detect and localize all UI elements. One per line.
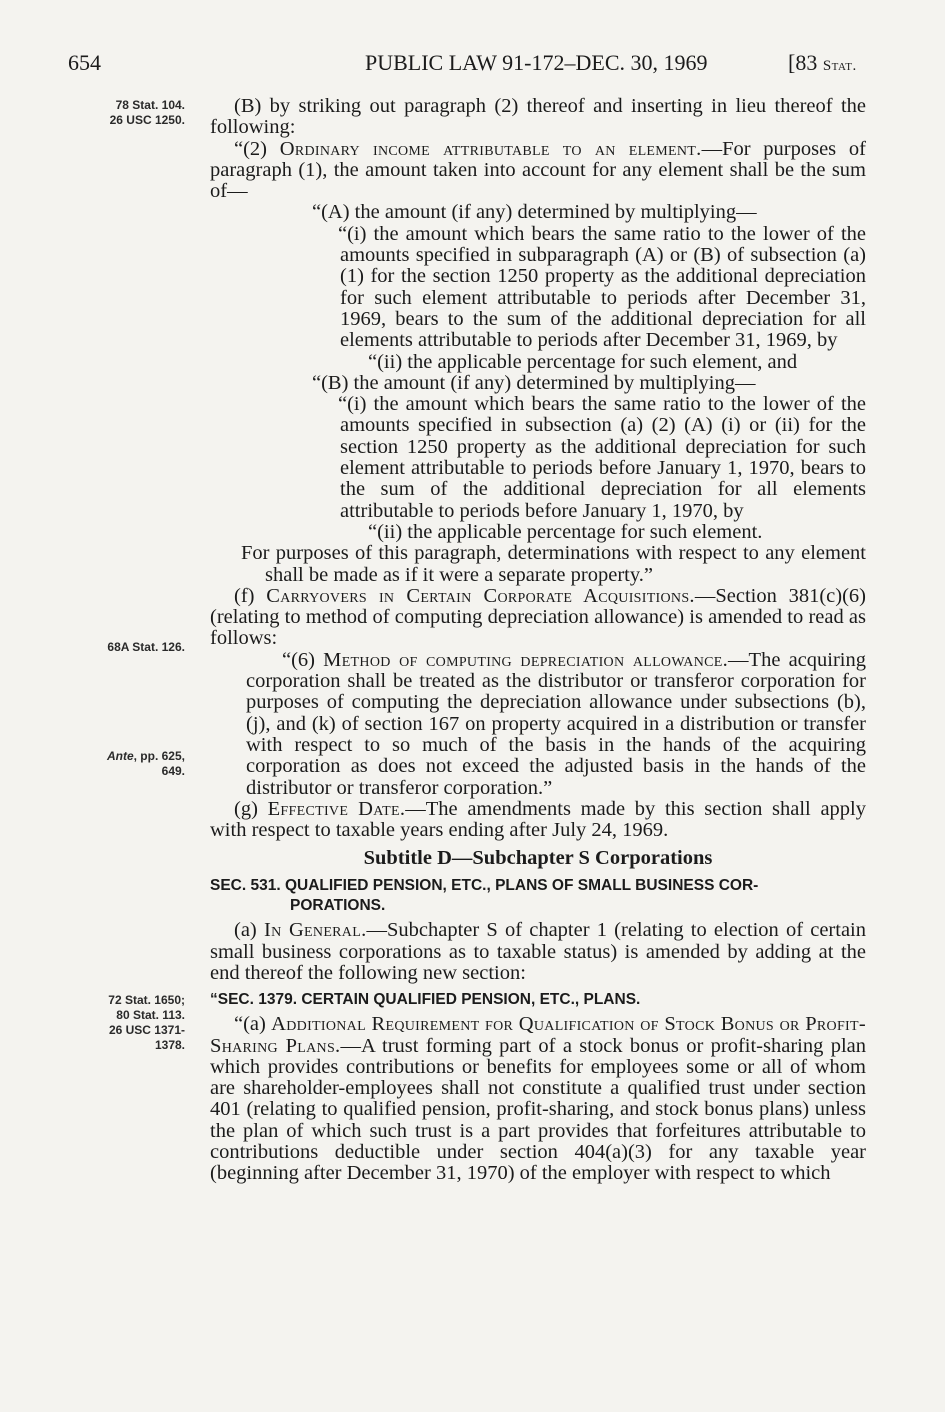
statute-volume-prefix: [83 bbox=[788, 50, 823, 75]
page-header bbox=[0, 50, 945, 90]
para-g-text: —The amendments made by this section shall apply with respect to taxable years ending after July 24, 1969. bbox=[210, 797, 866, 842]
para-2-ordinary-income bbox=[172, 139, 866, 203]
para-B-intro: “(B) the amount (if any) determined by multiplying— bbox=[312, 371, 756, 394]
para-a-heading: In General. bbox=[263, 919, 367, 942]
statute-volume-word: Stat. bbox=[822, 58, 857, 74]
para-f-text: —Section 381(c)(6) (relating to method of computing depreciation allowance) is amended to read as follows: bbox=[210, 584, 866, 650]
para-1379-a-text: —A trust forming part of a stock bonus or profit-sharing plan which provides contributions or benefits for employees some or all of whom are shareholder-employees shall not constitute a qualified trust under section 401 (relating to qualified pension, profit-sharing, and stock bonus plans) unless the plan of which such trust is a part provides that forfeitures attributable to contributions deductible under section 404(a)(3) for any taxable year (beginning after December 31, 1970) of the employer with respect to which bbox=[210, 1034, 866, 1185]
para-B-i: “(i) the amount which bears the same ratio to the lower of the amounts specified in subsection (a) (2) (A) (i) or (ii) for the section 1250 property as the additional depreciation for such element attributable to periods before January 1, 1970, bears to the sum of the additional depreciation for all elements attributable to periods before January 1, 1970, by bbox=[338, 393, 866, 522]
margin-citation-4 bbox=[60, 993, 185, 1053]
para-A-ii: “(ii) the applicable percentage for such element, and bbox=[368, 350, 798, 373]
para-6-heading: Method of computing depreciation allowance. bbox=[323, 648, 729, 671]
margin-citation-line: 78 Stat. 104. bbox=[115, 98, 185, 112]
para-f-number: (f) bbox=[234, 584, 267, 607]
para-a-number: (a) bbox=[234, 919, 264, 942]
para-b-striking: (B) by striking out paragraph (2) thereof and inserting in lieu thereof the following: bbox=[210, 95, 866, 139]
margin-citation-line: 72 Stat. 1650; bbox=[108, 993, 185, 1007]
para-for-purposes: For purposes of this paragraph, determinations with respect to any element shall be made as if it were a separate property.” bbox=[241, 542, 866, 586]
para-1379-a bbox=[210, 1014, 866, 1184]
margin-citation-line: 80 Stat. 113. bbox=[116, 1008, 185, 1022]
para-2-number: “(2) bbox=[234, 137, 280, 160]
margin-citation-rest: , pp. 625, bbox=[133, 749, 185, 763]
para-A-i: “(i) the amount which bears the same ratio to the lower of the amounts specified in subparagraph (A) or (B) of subsection (a) (1) for the section 1250 property as the additional depreciation for such element attributable to periods after December 31, 1969, bears to the sum of the additional depreciation for all elements attributable to periods after December 31, 1969, by bbox=[338, 222, 866, 352]
para-6-method bbox=[210, 650, 866, 799]
section-531-heading-line1: SEC. 531. QUALIFIED PENSION, ETC., PLANS OF SMALL BUSINESS COR- bbox=[210, 877, 759, 895]
margin-citation-line bbox=[60, 749, 185, 764]
para-g-heading: Effective Date. bbox=[267, 797, 406, 820]
margin-citation-1 bbox=[60, 98, 185, 128]
section-531-heading-line2: PORATIONS. bbox=[290, 897, 386, 915]
para-6-number: “(6) bbox=[282, 648, 324, 671]
running-title: PUBLIC LAW 91-172–DEC. 30, 1969 bbox=[365, 50, 708, 75]
margin-citation-line: 68A Stat. 126. bbox=[107, 640, 185, 654]
para-A-intro: “(A) the amount (if any) determined by multiplying— bbox=[312, 201, 757, 224]
section-1379-heading: “SEC. 1379. CERTAIN QUALIFIED PENSION, ETC., PLANS. bbox=[210, 991, 641, 1009]
margin-citation-2 bbox=[60, 640, 185, 655]
para-6-text: —The acquiring corporation shall be treated as the distributor or transferor corporation for purposes of computing the depreciation allowance under subsections (b), (j), and (k) of section 167 on property acquired in a distribution or transfer with respect to so much of the basis in the hands of the acquiring corporation as does not exceed the adjusted basis in the hands of the distributor or transferor corporation.” bbox=[246, 648, 866, 799]
para-1379-a-heading: Additional Requirement for Qualification of Stock Bonus or Profit-Sharing Plans. bbox=[210, 1013, 866, 1057]
para-2-heading: Ordinary income attributable to an element. bbox=[279, 137, 702, 160]
para-1379-a-number: “(a) bbox=[234, 1013, 272, 1036]
margin-citation-line: 649. bbox=[161, 764, 185, 778]
statute-body bbox=[210, 96, 866, 1185]
para-a-text: —Subchapter S of chapter 1 (relating to election of certain small business corporations as to taxable status) is amended by adding at the end thereof the following new section: bbox=[210, 919, 866, 984]
para-a-in-general bbox=[210, 920, 866, 984]
para-g-effective-date bbox=[210, 799, 866, 842]
margin-citation-line: 26 USC 1250. bbox=[109, 113, 185, 127]
page-number: 654 bbox=[68, 50, 101, 75]
subtitle-heading: Subtitle D—Subchapter S Corporations bbox=[363, 847, 713, 870]
margin-citation-italic: Ante bbox=[106, 749, 134, 763]
statute-volume bbox=[788, 50, 857, 76]
para-B-ii: “(ii) the applicable percentage for such element. bbox=[368, 520, 763, 543]
para-g-number: (g) bbox=[234, 797, 268, 820]
margin-citation-line: 1378. bbox=[154, 1038, 185, 1052]
para-2-text: —For purposes of paragraph (1), the amount taken into account for any element shall be the sum of— bbox=[210, 137, 866, 203]
para-f-carryovers bbox=[210, 586, 866, 650]
para-f-heading: Carryovers in Certain Corporate Acquisitions. bbox=[266, 584, 695, 607]
margin-citation-line: 26 USC 1371- bbox=[108, 1023, 185, 1037]
margin-citation-3 bbox=[60, 749, 185, 779]
